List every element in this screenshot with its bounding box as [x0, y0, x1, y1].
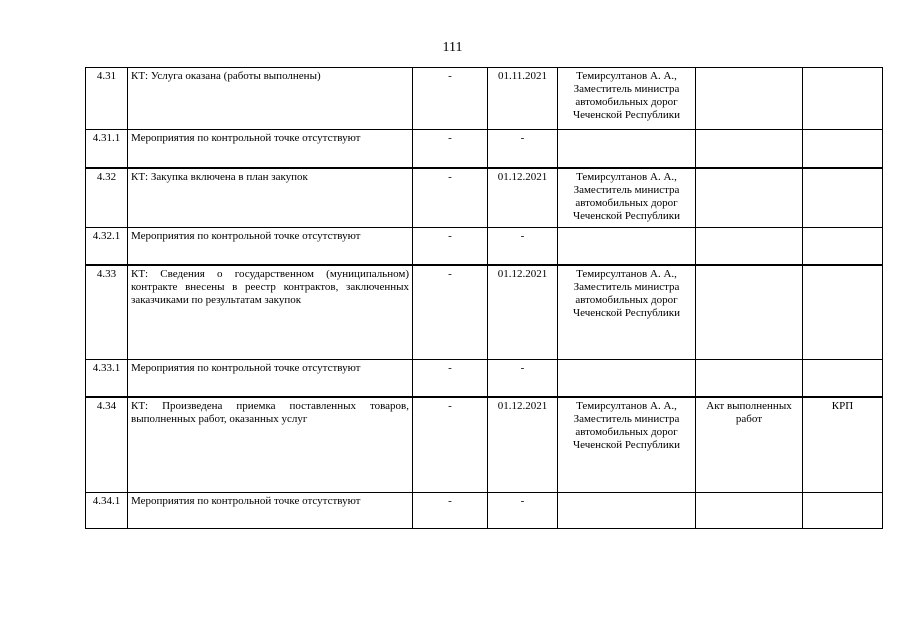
row-number: 4.34 — [86, 397, 128, 493]
table-row-4-34-1 — [86, 493, 883, 529]
row-col3: - — [413, 168, 488, 228]
row-col3: - — [413, 360, 488, 397]
row-col3: - — [413, 228, 488, 265]
row-responsible: Темирсултанов А. А., Заместитель министра автомобильных дорог Чеченской Республики — [558, 397, 696, 493]
row-col3: - — [413, 68, 488, 130]
table-row-4-31-1 — [86, 130, 883, 168]
row-system — [803, 68, 883, 130]
row-description: КТ: Произведена приемка поставленных товаров, выполненных работ, оказанных услуг — [128, 397, 413, 493]
row-system — [803, 228, 883, 265]
row-number: 4.31 — [86, 68, 128, 130]
row-responsible — [558, 360, 696, 397]
row-system: КРП — [803, 397, 883, 493]
row-document — [696, 360, 803, 397]
page-number: 111 — [442, 40, 463, 55]
row-document — [696, 228, 803, 265]
row-system — [803, 130, 883, 168]
row-responsible — [558, 130, 696, 168]
row-number: 4.32 — [86, 168, 128, 228]
row-number: 4.33.1 — [86, 360, 128, 397]
row-system — [803, 168, 883, 228]
row-document — [696, 265, 803, 360]
control-points-table — [85, 67, 883, 529]
row-col3: - — [413, 265, 488, 360]
table-row-4-32 — [86, 168, 883, 228]
row-date: 01.12.2021 — [488, 265, 558, 360]
row-document: Акт выполненных работ — [696, 397, 803, 493]
row-document — [696, 493, 803, 529]
row-responsible — [558, 493, 696, 529]
row-date: - — [488, 493, 558, 529]
row-responsible: Темирсултанов А. А., Заместитель министра автомобильных дорог Чеченской Республики — [558, 168, 696, 228]
row-description: Мероприятия по контрольной точке отсутствуют — [128, 360, 413, 397]
row-number: 4.33 — [86, 265, 128, 360]
row-document — [696, 68, 803, 130]
row-date: 01.12.2021 — [488, 168, 558, 228]
row-description: КТ: Закупка включена в план закупок — [128, 168, 413, 228]
row-responsible: Темирсултанов А. А., Заместитель министра автомобильных дорог Чеченской Республики — [558, 265, 696, 360]
row-date: - — [488, 360, 558, 397]
row-description: Мероприятия по контрольной точке отсутствуют — [128, 130, 413, 168]
row-col3: - — [413, 397, 488, 493]
row-document — [696, 168, 803, 228]
row-date: - — [488, 130, 558, 168]
row-responsible — [558, 228, 696, 265]
table-row-4-32-1 — [86, 228, 883, 265]
row-responsible: Темирсултанов А. А., Заместитель министра автомобильных дорог Чеченской Республики — [558, 68, 696, 130]
table-row-4-31 — [86, 68, 883, 130]
table-row-4-33 — [86, 265, 883, 360]
row-description: Мероприятия по контрольной точке отсутствуют — [128, 228, 413, 265]
row-system — [803, 493, 883, 529]
row-description: КТ: Услуга оказана (работы выполнены) — [128, 68, 413, 130]
row-number: 4.32.1 — [86, 228, 128, 265]
row-system — [803, 265, 883, 360]
row-description: Мероприятия по контрольной точке отсутствуют — [128, 493, 413, 529]
table-row-4-33-1 — [86, 360, 883, 397]
row-col3: - — [413, 130, 488, 168]
row-number: 4.34.1 — [86, 493, 128, 529]
row-date: 01.12.2021 — [488, 397, 558, 493]
row-date: 01.11.2021 — [488, 68, 558, 130]
row-system — [803, 360, 883, 397]
row-number: 4.31.1 — [86, 130, 128, 168]
row-description: КТ: Сведения о государственном (муниципальном) контракте внесены в реестр контрактов, заключенных заказчиками по результатам закупок — [128, 265, 413, 360]
table-row-4-34 — [86, 397, 883, 493]
row-date: - — [488, 228, 558, 265]
row-document — [696, 130, 803, 168]
row-col3: - — [413, 493, 488, 529]
